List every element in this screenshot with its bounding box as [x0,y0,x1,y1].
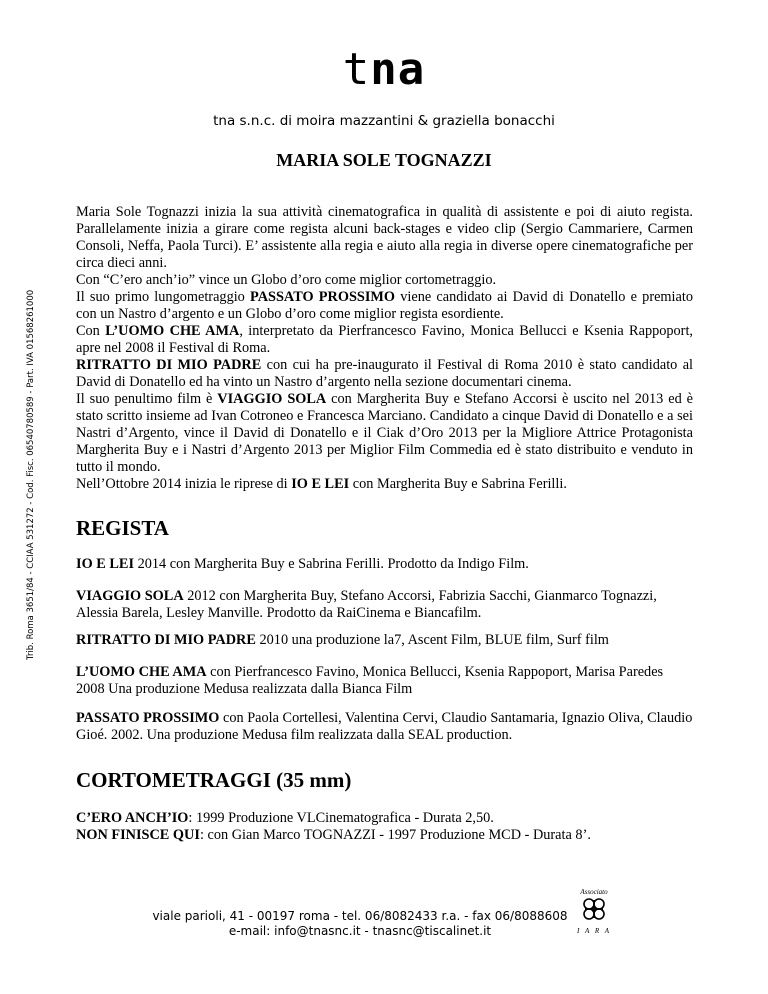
page-title: MARIA SOLE TOGNAZZI [276,150,492,170]
footer-email: e-mail: info@tnasnc.it - tnasnc@tiscalinet.it [228,924,492,938]
bio-paragraph: Il suo primo lungometraggio PASSATO PROSSIMO viene candidato ai David di Donatello e premiato con un Nastro d’argento e un Globo d’oro come miglior regista esordiente. [76,289,693,322]
short-film-entry: C’ERO ANCH’IO: 1999 Produzione VLCinematografica - Durata 2,50. [76,810,494,826]
bio-paragraph: Nell’Ottobre 2014 inizia le riprese di IO E LEI con Margherita Buy e Sabrina Ferilli. [76,476,567,492]
company-name: tna s.n.c. di moira mazzantini & graziella bonacchi [213,113,555,129]
filmography-entry: RITRATTO DI MIO PADRE 2010 una produzione la7, Ascent Film, BLUE film, Surf film [76,632,609,648]
registration-side-text: Trib. Roma 3651/84 - CCIAA 531272 - Cod. Fisc. 06540780589 - Part. IVA 01568261000 [26,289,36,660]
short-film-entry: NON FINISCE QUI: con Gian Marco TOGNAZZI - 1997 Produzione MCD - Durata 8’. [76,827,591,843]
bio-paragraph: Con L’UOMO CHE AMA, interpretato da Pierfrancesco Favino, Monica Bellucci e Ksenia Rappoport, apre nel 2008 il Festival di Roma. [76,323,693,356]
association-logo [574,888,614,944]
bio-paragraph: RITRATTO DI MIO PADRE con cui ha pre-inaugurato il Festival di Roma 2010 è stato candidato al David di Donatello ed ha vinto un Nastro d’argento nella sezione documentari cinema. [76,357,694,390]
bio-paragraph: Maria Sole Tognazzi inizia la sua attività cinematografica in qualità di assistente e poi di aiuto regista. Parallelamente inizia a girare come regista alcuni back-stages e video clip (Sergio Cammariere, Carmen Consoli, Neffa, Paola Turci). E’ assistente alla regia e aiuto alla regia in diverse opere cinematografiche per circa dieci anni. [76,204,693,271]
regista-heading: REGISTA [76,516,169,540]
bio-paragraph: Il suo penultimo film è VIAGGIO SOLA con Margherita Buy e Stefano Accorsi è uscito nel 2013 ed è stato scritto insieme ad Ivan Cotroneo e Francesca Marciano. Candidato a cinque David di Donatello e a sei Nastri d’Argento, vince il David di Donatello e il Ciak d’Oro 2013 per la Migliore Attrice Protagonista Margherita Buy e i Nastri d’Argento 2013 per Miglior Film Commedia ed è stato distribuito e venduto in tutto il mondo. [76,391,693,475]
filmography-entry: PASSATO PROSSIMO con Paola Cortellesi, Valentina Cervi, Claudio Santamaria, Ignazio Oliva, Claudio Gioé. 2002. Una produzione Medusa film realizzata dalla SEAL production. [76,710,693,743]
association-label: Associato [580,888,608,896]
filmography-entry: IO E LEI 2014 con Margherita Buy e Sabrina Ferilli. Prodotto da Indigo Film. [76,556,529,572]
bio-paragraph: Con “C’ero anch’io” vince un Globo d’oro come miglior cortometraggio. [76,272,497,288]
footer-address: viale parioli, 41 - 00197 roma - tel. 06/8082433 r.a. - fax 06/8088608 [152,909,568,923]
company-logo: tna [342,44,426,95]
knot-emblem-icon [581,896,607,922]
cortometraggi-heading: CORTOMETRAGGI (35 mm) [76,768,352,792]
association-name: I A R A [576,927,612,935]
filmography-entry: VIAGGIO SOLA 2012 con Margherita Buy, Stefano Accorsi, Fabrizia Sacchi, Gianmarco Tognazzi, Alessia Barela, Lesley Manville. Prodotto da RaiCinema e Biancafilm. [76,588,657,621]
biography [76,204,693,493]
filmography-entry: L’UOMO CHE AMA con Pierfrancesco Favino, Monica Bellucci, Ksenia Rappoport, Marisa Paredes 2008 Una produzione Medusa realizzata dalla Bianca Film [76,664,664,697]
